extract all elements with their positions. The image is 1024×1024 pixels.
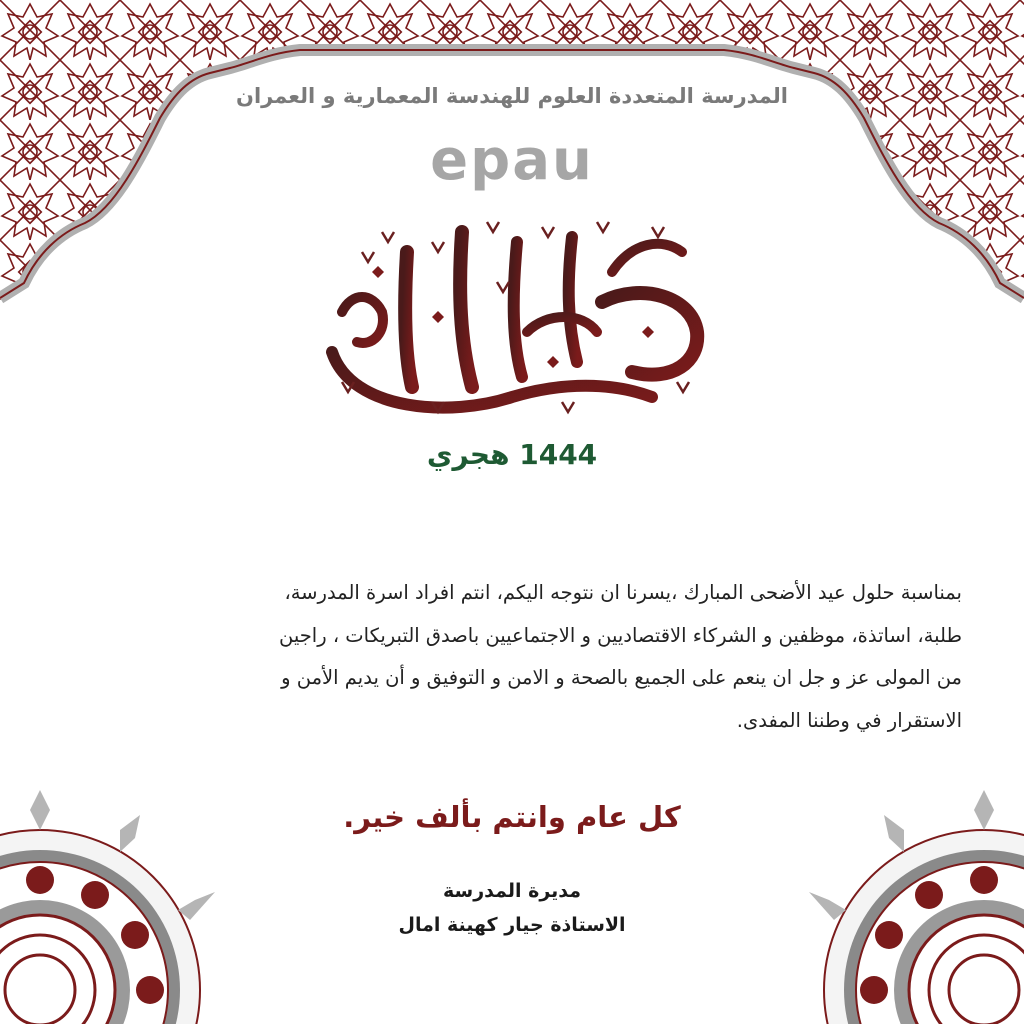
message-line: طلبة، اساتذة، موظفين و الشركاء الاقتصاديين و الاجتماعيين باصدق التبريكات ، راجين [279, 623, 962, 647]
message-line: الاستقرار في وطننا المفدى. [736, 708, 962, 732]
message-line: بمناسبة حلول عيد الأضحى المبارك ،يسرنا ان نتوجه اليكم، انتم افراد اسرة المدرسة، [284, 581, 962, 604]
signature-name: الاستاذة جيار كهينة امال [398, 914, 626, 936]
message-body [62, 572, 962, 742]
school-name: المدرسة المتعددة العلوم للهندسة المعمارية و العمران [236, 84, 788, 108]
greeting-text: كل عام وانتم بألف خير. [343, 800, 681, 834]
signature-title: مديرة المدرسة [442, 880, 582, 902]
epau-logo: epau [430, 128, 594, 193]
eid-mubarak-calligraphy [312, 212, 712, 427]
hijri-year: 1444 هجري [426, 438, 598, 471]
message-line: من المولى عز و جل ان ينعم على الجميع بالصحة و الامن و التوفيق و أن يديم الأمن و [281, 666, 962, 689]
